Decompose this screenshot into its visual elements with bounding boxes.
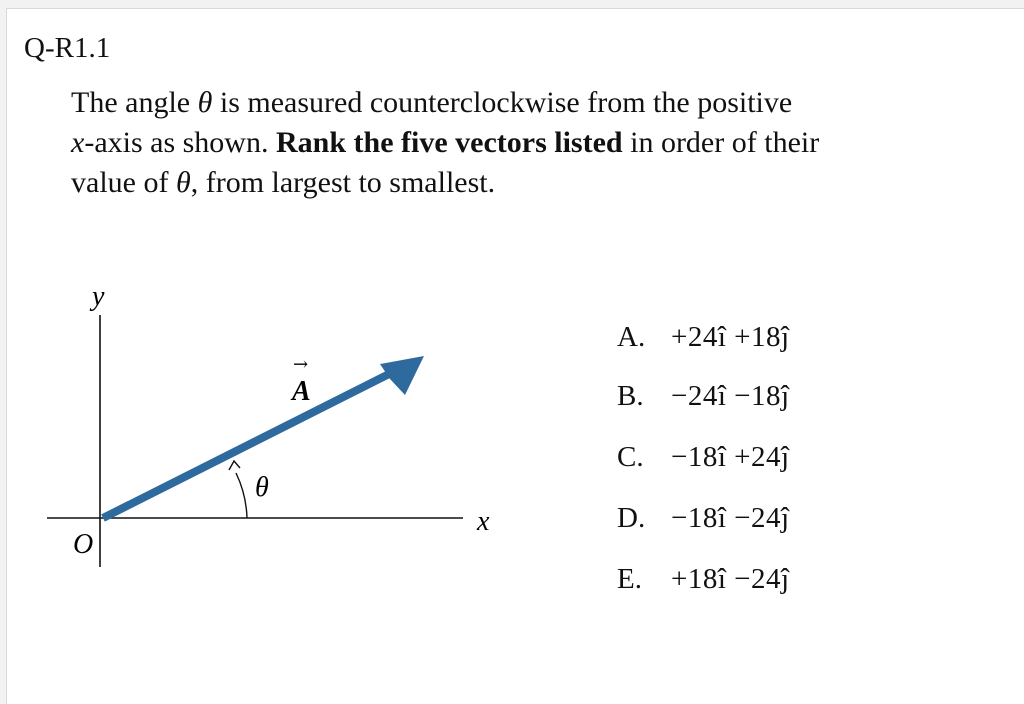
vector-label-arrow: → <box>293 354 309 375</box>
x-variable: x <box>71 126 85 159</box>
option-label: C. <box>617 441 644 473</box>
option-expression: −24î −18ĵ <box>671 380 790 412</box>
prompt-text: value of <box>71 166 176 199</box>
theta-symbol: θ <box>197 86 213 119</box>
option-c <box>617 439 790 475</box>
option-expression: −18î +24ĵ <box>671 441 790 473</box>
prompt-text: in order of their <box>622 126 820 159</box>
prompt-text: is measured counterclockwise from the positive <box>212 86 793 119</box>
prompt-text: The angle <box>71 86 198 119</box>
option-expression: +18î −24ĵ <box>671 563 790 595</box>
prompt-bold-instruction: Rank the five vectors listed <box>275 126 623 159</box>
vector-label: A <box>292 376 311 407</box>
angle-arc <box>236 473 247 518</box>
option-expression: +24î +18ĵ <box>671 321 790 353</box>
option-label: D. <box>617 502 646 534</box>
option-label: A. <box>617 321 646 353</box>
option-a <box>617 319 790 355</box>
option-e <box>617 561 790 597</box>
theta-symbol: θ <box>175 166 191 199</box>
angle-label: θ <box>255 472 269 503</box>
option-d <box>617 500 790 536</box>
prompt-text: , from largest to smallest. <box>190 166 496 199</box>
angle-arc-arrowhead <box>229 461 240 470</box>
y-axis-label: y <box>92 281 105 312</box>
question-card <box>6 8 1024 704</box>
option-expression: −18î −24ĵ <box>671 502 790 534</box>
vector-diagram <box>7 9 567 609</box>
option-label: B. <box>617 380 644 412</box>
question-id: Q-R1.1 <box>24 32 111 64</box>
option-label: E. <box>617 563 642 595</box>
x-axis-label: x <box>477 506 490 537</box>
origin-label: O <box>73 529 94 560</box>
prompt-text: -axis as shown. <box>84 126 276 159</box>
vector-a-shaft <box>103 372 393 518</box>
option-b <box>617 378 790 414</box>
